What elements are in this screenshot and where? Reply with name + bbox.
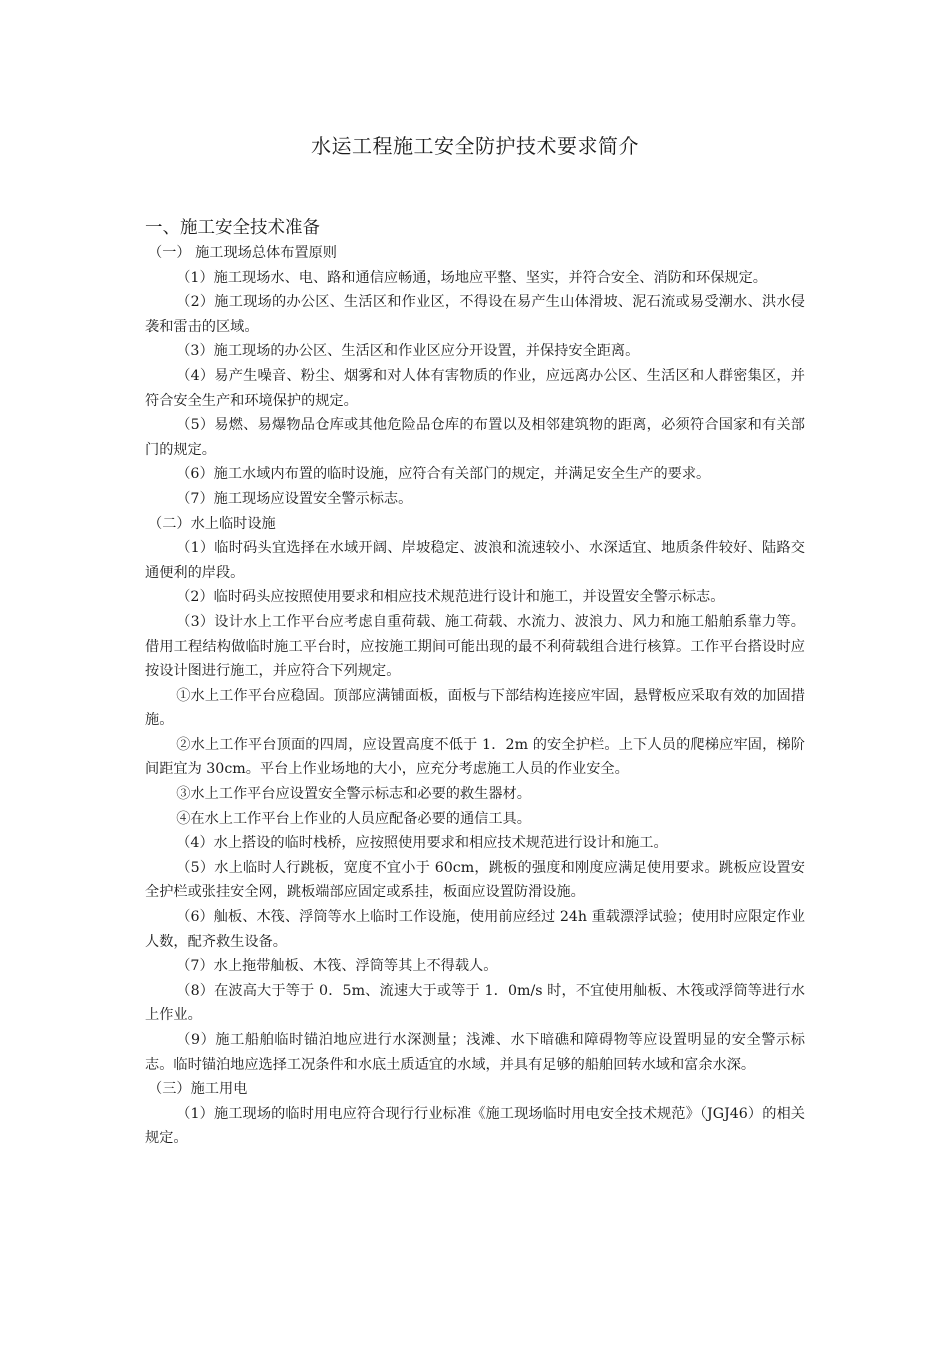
paragraph: （5）易燃、易爆物品仓库或其他危险品仓库的布置以及相邻建筑物的距离，必须符合国家和有关部门的规定。 [145,417,805,458]
paragraph: （8）在波高大于等于 0．5m、流速大于或等于 1．0m/s 时，不宜使用舢板、木筏或浮筒等进行水上作业。 [145,982,805,1024]
paragraph: ④在水上工作平台上作业的人员应配备必要的通信工具。 [176,810,531,827]
subsection-heading-1: （一） 施工现场总体布置原则 [148,245,337,261]
paragraph: （3）施工现场的办公区、生活区和作业区应分开设置，并保持安全距离。 [176,343,640,360]
paragraph: ②水上工作平台顶面的四周，应设置高度不低于 1．2m 的安全护栏。上下人员的爬梯应牢固，梯阶间距宜为 30cm。平台上作业场地的大小，应充分考虑施工人员的作业安全。 [145,736,805,778]
subsection-heading-2: （二）水上临时设施 [148,515,276,532]
page-title: 水运工程施工安全防护技术要求简介 [311,134,639,158]
paragraph: （1）施工现场的临时用电应符合现行行业标准《施工现场临时用电安全技术规范》（JGJ46）的相关规定。 [145,1105,805,1147]
paragraph: （5）水上临时人行跳板，宽度不宜小于 60cm，跳板的强度和刚度应满足使用要求。跳板应设置安全护栏或张挂安全网，跳板端部应固定或系挂，板面应设置防滑设施。 [145,859,805,901]
paragraph: ①水上工作平台应稳固。顶部应满铺面板，面板与下部结构连接应牢固，悬臂板应采取有效的加固措施。 [145,687,805,729]
paragraph: （6）舢板、木筏、浮筒等水上临时工作设施，使用前应经过 24h 重载漂浮试验；使用时应限定作业人数，配齐救生设备。 [145,909,805,950]
paragraph: （7）施工现场应设置安全警示标志。 [176,490,413,507]
paragraph: （1）临时码头宜选择在水域开阔、岸坡稳定、波浪和流速较小、水深适宜、地质条件较好、陆路交通便利的岸段。 [145,540,805,581]
paragraph: （2）临时码头应按照使用要求和相应技术规范进行设计和施工，并设置安全警示标志。 [176,589,725,606]
paragraph: （7）水上拖带舢板、木筏、浮筒等其上不得载人。 [176,958,498,975]
paragraph: （3）设计水上工作平台应考虑自重荷载、施工荷载、水流力、波浪力、风力和施工船舶系靠力等。借用工程结构做临时施工平台时，应按施工期间可能出现的最不利荷载组合进行核算。工作平台搭设时应按设计图进行施工，并应符合下列规定。 [145,613,805,680]
subsection-heading-3: （三）施工用电 [148,1081,248,1098]
paragraph: （4）水上搭设的临时栈桥，应按照使用要求和相应技术规范进行设计和施工。 [176,835,668,852]
section-heading-1: 一、施工安全技术准备 [145,218,320,238]
paragraph: ③水上工作平台应设置安全警示标志和必要的救生器材。 [176,786,531,803]
paragraph: （9）施工船舶临时锚泊地应进行水深测量；浅滩、水下暗礁和障碍物等应设置明显的安全警示标志。临时锚泊地应选择工况条件和水底土质适宜的水域，并具有足够的船舶回转水域和富余水深。 [145,1032,805,1073]
paragraph: （4）易产生噪音、粉尘、烟雾和对人体有害物质的作业，应远离办公区、生活区和人群密集区，并符合安全生产和环境保护的规定。 [145,367,805,409]
paragraph: （2）施工现场的办公区、生活区和作业区，不得设在易产生山体滑坡、泥石流或易受潮水、洪水侵袭和雷击的区域。 [145,294,805,335]
document-body [145,216,805,1151]
paragraph: （6）施工水域内布置的临时设施，应符合有关部门的规定，并满足安全生产的要求。 [176,466,711,483]
paragraph: （1）施工现场水、电、路和通信应畅通，场地应平整、坚实，并符合安全、消防和环保规定。 [176,269,767,286]
